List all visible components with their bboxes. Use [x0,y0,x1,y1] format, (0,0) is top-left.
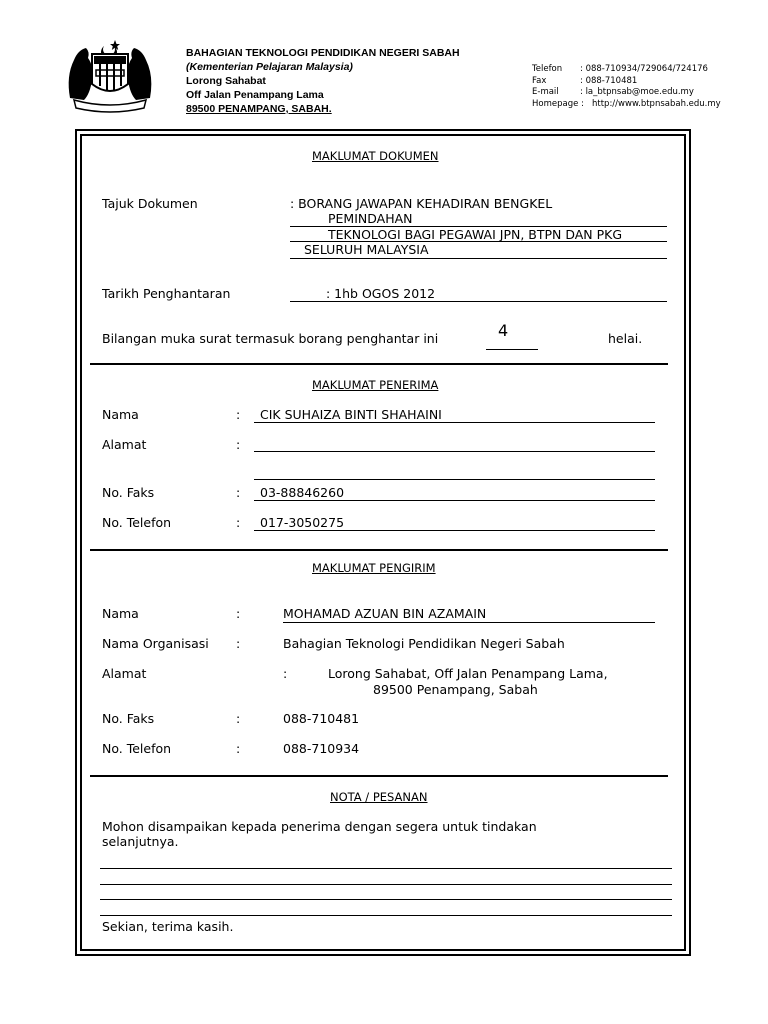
note-line [100,868,672,869]
section-divider [90,363,668,365]
underline [254,500,655,501]
colon: : [236,741,241,756]
tajuk-value-line4: SELURUH MALAYSIA [304,242,429,257]
penerima-nama-value: CIK SUHAIZA BINTI SHAHAINI [260,407,442,422]
underline [254,479,655,480]
pengirim-telefon-value: 088-710934 [283,741,360,756]
pengirim-alamat-line1: Lorong Sahabat, Off Jalan Penampang Lama, [328,666,608,681]
bilangan-value: 4 [498,321,509,340]
note-line [100,915,672,916]
section-divider [90,549,668,551]
section-divider [90,775,668,777]
underline [290,301,667,302]
colon: : [236,606,241,621]
tajuk-value-line2: PEMINDAHAN [328,211,413,226]
underline [254,530,655,531]
org-name: BAHAGIAN TEKNOLOGI PENDIDIKAN NEGERI SABAH [186,47,460,59]
nota-message-line2: selanjutnya. [102,834,179,849]
penerima-alamat-label: Alamat [102,437,147,452]
contact-value: : 088-710934/729064/724176 [580,64,708,74]
pengirim-nama-label: Nama [102,606,139,621]
org-postcode: 89500 PENAMPANG, SABAH. [186,103,332,115]
org-road: Off Jalan Penampang Lama [186,89,324,101]
organisation-address [186,46,460,116]
note-line [100,884,672,885]
penerima-nama-label: Nama [102,407,139,422]
nota-message-line1: Mohon disampaikan kepada penerima dengan segera untuk tindakan [102,819,537,834]
contact-label: Fax [532,75,547,86]
tajuk-value-line1: : BORANG JAWAPAN KEHADIRAN BENGKEL [290,196,553,211]
penerima-faks-value: 03-88846260 [260,485,345,500]
pengirim-telefon-label: No. Telefon [102,741,172,756]
note-line [100,899,672,900]
pengirim-nama-value: MOHAMAD AZUAN BIN AZAMAIN [283,606,487,621]
penerima-faks-label: No. Faks [102,485,155,500]
contact-value: : 088-710481 [580,75,638,86]
tarikh-value: : 1hb OGOS 2012 [326,286,436,301]
contact-value: http://www.btpnsabah.edu.my [592,98,721,109]
colon: : [236,437,241,452]
closing-text: Sekian, terima kasih. [102,919,234,934]
tajuk-label: Tajuk Dokumen [102,196,198,211]
colon: : [236,711,241,726]
pengirim-org-value: Bahagian Teknologi Pendidikan Negeri Sabah [283,636,565,651]
pengirim-faks-value: 088-710481 [283,711,360,726]
section-heading-nota: NOTA / PESANAN [330,790,428,804]
underline [254,451,655,452]
pengirim-alamat-line2: 89500 Penampang, Sabah [373,682,538,697]
contact-label: Telefon [532,64,563,74]
contact-label: Homepage : [532,98,584,109]
penerima-telefon-label: No. Telefon [102,515,172,530]
underline [290,258,667,259]
tarikh-label: Tarikh Penghantaran [102,286,231,301]
section-heading-pengirim: MAKLUMAT PENGIRIM [312,561,436,575]
org-ministry: (Kementerian Pelajaran Malaysia) [186,61,353,73]
helai-label: helai. [608,331,643,346]
contact-value: : la_btpnsab@moe.edu.my [580,87,694,97]
colon: : [236,407,241,422]
bilangan-label: Bilangan muka surat termasuk borang penghantar ini [102,331,439,346]
contact-label: E-mail [532,87,559,97]
underline [283,622,655,623]
penerima-telefon-value: 017-3050275 [260,515,345,530]
malaysia-coat-of-arms-icon [60,36,160,116]
section-heading-penerima: MAKLUMAT PENERIMA [312,378,439,392]
pengirim-org-label: Nama Organisasi [102,636,209,651]
org-street: Lorong Sahabat [186,75,266,87]
colon: : [236,515,241,530]
underline [486,349,538,350]
colon: : [236,485,241,500]
colon: : [283,666,288,681]
pengirim-alamat-label: Alamat [102,666,147,681]
colon: : [236,636,241,651]
pengirim-faks-label: No. Faks [102,711,155,726]
section-heading-dokumen: MAKLUMAT DOKUMEN [312,149,439,163]
underline [254,422,655,423]
tajuk-value-line3: TEKNOLOGI BAGI PEGAWAI JPN, BTPN DAN PKG [328,227,623,242]
